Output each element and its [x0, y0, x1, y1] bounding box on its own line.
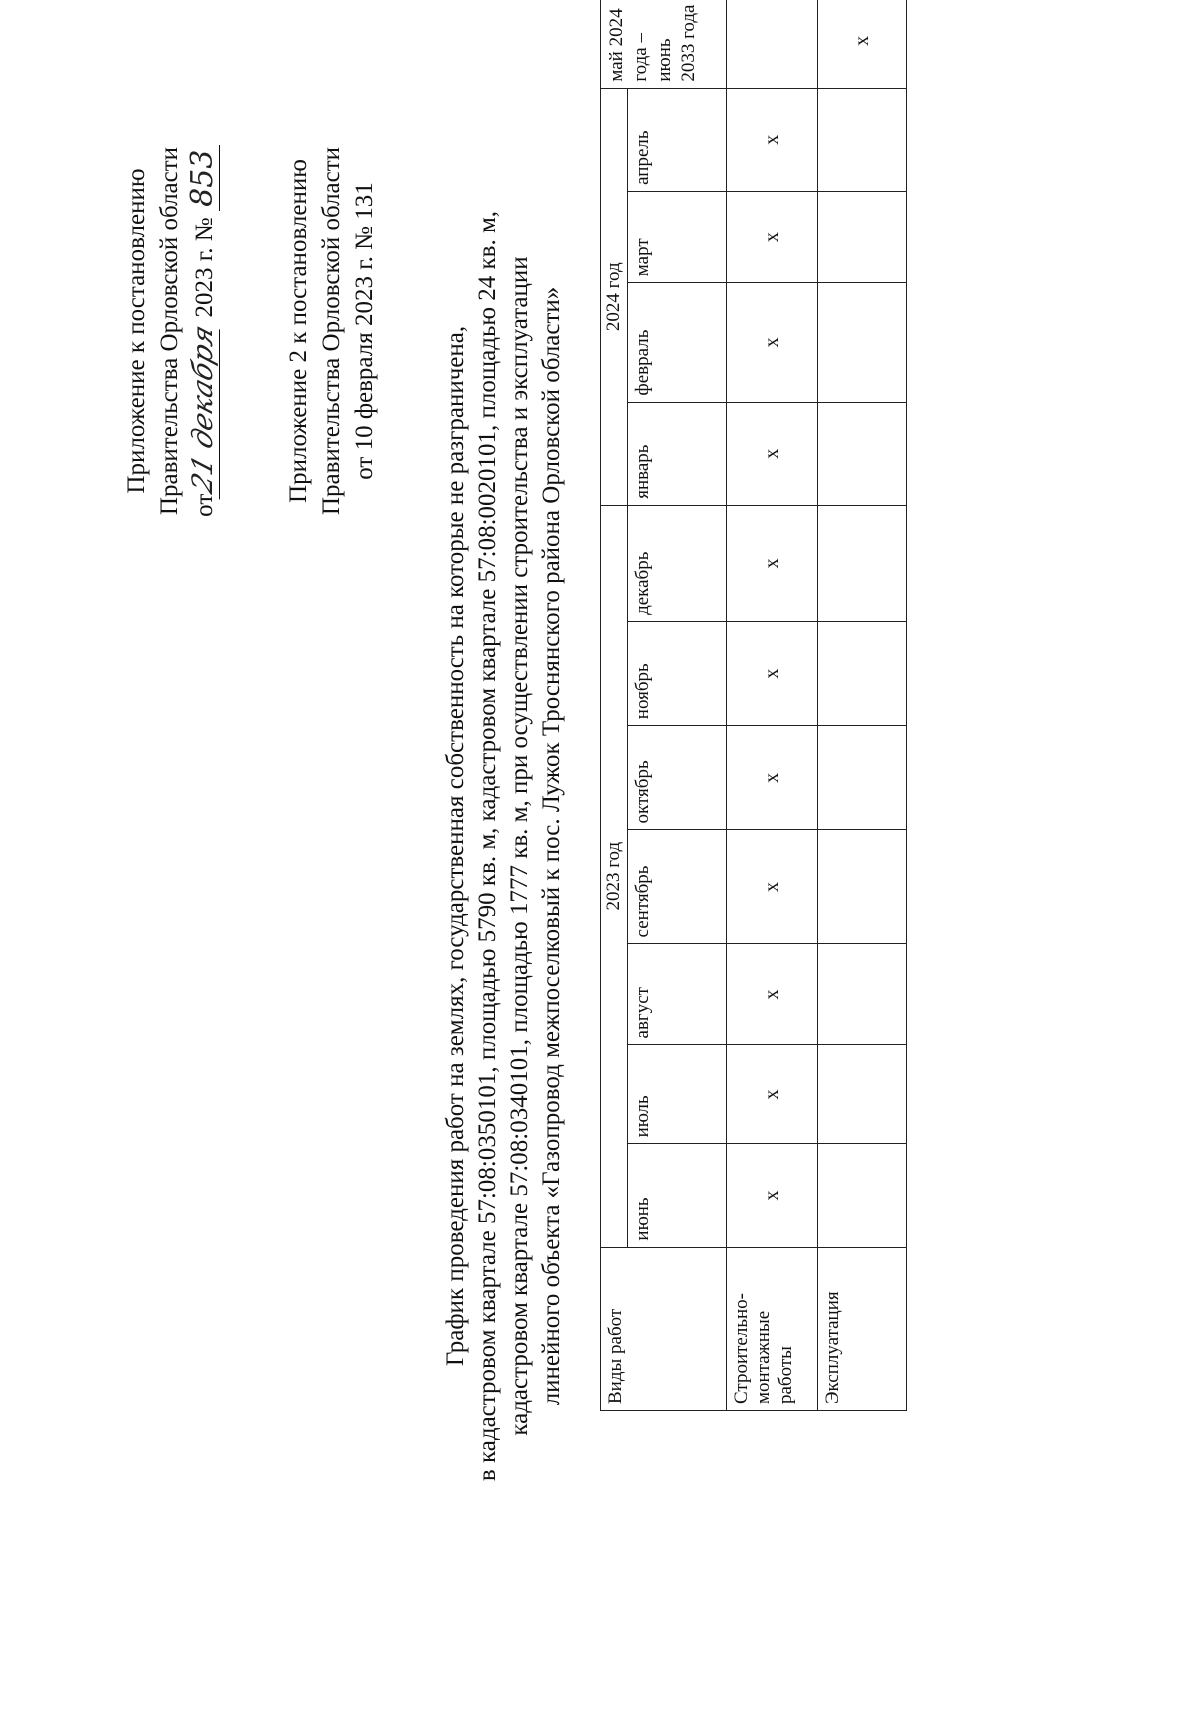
document-title [440, 121, 568, 1571]
row-label: Строительно-монтажные работы [727, 1247, 818, 1410]
title-line4: линейного объекта «Газопровод межпоселковый к пос. Лужок Троснянского района Орловской области» [538, 286, 565, 1406]
header-month: октябрь [628, 726, 727, 830]
schedule-mark [818, 1144, 907, 1247]
schedule-mark [818, 621, 907, 725]
schedule-mark [818, 830, 907, 944]
schedule-mark: x [727, 283, 818, 402]
original-note-line2: Правительства Орловской области [318, 146, 345, 516]
title-line2: в кадастровом квартале 57:08:0350101, площадью 5790 кв. м, кадастровом квартале 57:08:0020101, площадью 24 кв. м, [474, 210, 501, 1482]
header-month: февраль [628, 283, 727, 402]
handwritten-number: 853 [186, 145, 220, 211]
header-month: декабрь [628, 505, 727, 621]
approval-note-prefix: от [191, 493, 218, 517]
header-year-2024: 2024 год [601, 88, 628, 505]
header-month: апрель [628, 88, 727, 191]
original-note [282, 81, 381, 581]
approval-note-line3 [186, 81, 221, 581]
schedule-mark [818, 191, 907, 282]
schedule-mark: x [727, 1045, 818, 1144]
row-label: Эксплуатация [818, 1247, 907, 1410]
header-month: июль [628, 1045, 727, 1144]
approval-note-year: 2023 г. № [191, 217, 218, 318]
header-month: март [628, 191, 727, 282]
schedule-mark [818, 726, 907, 830]
schedule-mark: x [727, 88, 818, 191]
header-year-2023: 2023 год [601, 505, 628, 1247]
schedule-mark: x [727, 402, 818, 505]
schedule-mark [818, 944, 907, 1045]
header-month: июнь [628, 1144, 727, 1247]
schedule-mark: x [727, 1144, 818, 1247]
header-month: август [628, 944, 727, 1045]
schedule-mark: x [727, 830, 818, 944]
header-month: ноябрь [628, 621, 727, 725]
approval-note [120, 81, 221, 581]
schedule-mark: x [727, 505, 818, 621]
table-row [818, 0, 907, 1411]
title-line3: кадастровом квартале 57:08:0340101, площадью 1777 кв. м, при осуществлении строительства и эксплуатации [506, 256, 533, 1436]
schedule-mark [818, 402, 907, 505]
schedule-mark: x [727, 726, 818, 830]
schedule-mark [727, 0, 818, 88]
schedule-mark: x [727, 621, 818, 725]
schedule-mark: x [818, 0, 907, 88]
header-last-period: май 2024 года – июнь 2033 года [601, 0, 727, 88]
handwritten-date: 21 декабря [186, 318, 220, 499]
header-works: Виды работ [601, 1247, 727, 1410]
schedule-mark: x [727, 191, 818, 282]
original-note-line1: Приложение 2 к постановлению [285, 159, 312, 503]
header-month: сентябрь [628, 830, 727, 944]
original-note-line3: от 10 февраля 2023 г. № 131 [351, 182, 378, 480]
approval-note-line2: Правительства Орловской области [156, 146, 183, 516]
schedule-mark: x [727, 944, 818, 1045]
schedule-mark [818, 283, 907, 402]
schedule-mark [818, 1045, 907, 1144]
table-row [727, 0, 818, 1411]
schedule-mark [818, 505, 907, 621]
schedule-mark [818, 88, 907, 191]
approval-note-line1: Приложение к постановлению [123, 168, 150, 494]
header-month: январь [628, 402, 727, 505]
work-schedule-table [600, 0, 907, 1411]
title-line1: График проведения работ на землях, государственная собственность на которые не разграничена, [442, 325, 469, 1367]
